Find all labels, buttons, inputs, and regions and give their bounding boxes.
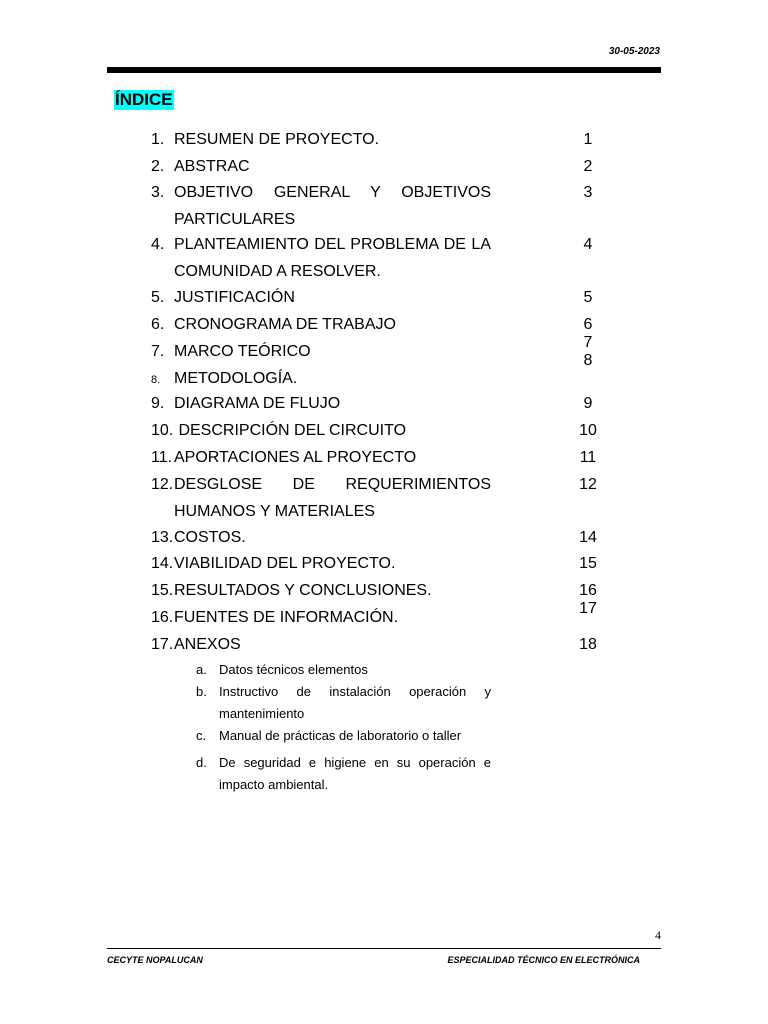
annex-subitem-letter: d. xyxy=(196,755,207,770)
toc-entry xyxy=(0,334,768,365)
annex-subitem-letter: a. xyxy=(196,662,207,677)
annex-subitem-text: Manual de prácticas de laboratorio o taller xyxy=(219,728,462,743)
header-date: 30-05-2023 xyxy=(608,46,660,57)
toc-entry-page: 14 xyxy=(579,529,597,546)
toc-entry-page: 15 xyxy=(579,555,597,572)
toc-entry-number: 1. xyxy=(151,131,165,148)
toc-entry-number: 5. xyxy=(151,289,165,306)
annex-subitem-text: mantenimiento xyxy=(219,706,305,721)
toc-entry xyxy=(0,352,768,392)
toc-entry-page: 16 xyxy=(579,582,597,599)
toc-entry-number: 12. xyxy=(151,476,174,493)
toc-entry xyxy=(0,231,768,285)
toc-entry-label: DIAGRAMA DE FLUJO xyxy=(174,395,341,412)
toc-entry-label: PARTICULARES xyxy=(174,211,296,228)
toc-entry-number: 3. xyxy=(151,184,165,201)
toc-entry-label: CRONOGRAMA DE TRABAJO xyxy=(174,316,396,333)
toc-entry-page: 17 xyxy=(579,600,597,617)
toc-entry-page: 9 xyxy=(583,395,593,412)
toc-entry-page: 8 xyxy=(583,352,593,369)
toc-entry-number: 6. xyxy=(151,316,165,333)
toc-entry-label: COSTOS. xyxy=(174,529,246,546)
footer-rule xyxy=(107,948,661,949)
annex-subitem xyxy=(0,725,768,747)
toc-entry-page: 6 xyxy=(583,316,593,333)
footer-institution: CECYTE NOPALUCAN xyxy=(107,955,203,965)
annex-subitem-text: De seguridad e higiene en su operación e xyxy=(219,755,491,770)
annex-subitem-text: Datos técnicos elementos xyxy=(219,662,368,677)
toc-entry-page: 4 xyxy=(583,236,593,253)
toc-entry-label: MARCO TEÓRICO xyxy=(174,343,311,360)
toc-entry-number: 4. xyxy=(151,236,165,253)
toc-entry-page: 18 xyxy=(579,636,597,653)
toc-entry-number: 9. xyxy=(151,395,165,412)
annex-subitem-text: impacto ambiental. xyxy=(219,777,329,792)
toc-entry-page: 2 xyxy=(583,158,593,175)
toc-entry-number: 8. xyxy=(151,374,161,386)
toc-entry-number: 16. xyxy=(151,609,174,626)
toc-entry-page: 3 xyxy=(583,184,593,201)
toc-entry xyxy=(0,390,768,417)
toc-entry xyxy=(0,179,768,233)
toc-entry-label: METODOLOGÍA. xyxy=(174,370,298,387)
toc-entry-page: 10 xyxy=(579,422,597,439)
toc-entry-label: APORTACIONES AL PROYECTO xyxy=(174,449,417,466)
toc-entry-label: DESGLOSE DE REQUERIMIENTOS xyxy=(174,476,491,493)
annex-subitem-text: Instructivo de instalación operación y xyxy=(219,684,491,699)
toc-entry-number: 2. xyxy=(151,158,165,175)
footer-specialty: ESPECIALIDAD TÉCNICO EN ELECTRÓNICA xyxy=(447,955,640,965)
toc-entry-number: 11. xyxy=(151,449,173,466)
toc-entry-page: 12 xyxy=(579,476,597,493)
toc-entry xyxy=(0,524,768,551)
toc-entry xyxy=(0,153,768,180)
page-number: 4 xyxy=(655,928,661,942)
toc-entry xyxy=(0,600,768,631)
annex-subitem xyxy=(0,752,768,796)
toc-entry-label: HUMANOS Y MATERIALES xyxy=(174,503,375,520)
toc-entry-label: ANEXOS xyxy=(174,636,241,653)
toc-entry-label: ABSTRAC xyxy=(174,158,250,175)
toc-entry-number: 10. xyxy=(151,422,174,439)
toc-entry-label: PLANTEAMIENTO DEL PROBLEMA DE LA xyxy=(174,236,491,253)
toc-entry-number: 14. xyxy=(151,555,174,572)
toc-entry xyxy=(0,284,768,311)
toc-entry xyxy=(0,550,768,577)
toc-entry-page: 1 xyxy=(583,131,593,148)
toc-entry-label: RESULTADOS Y CONCLUSIONES. xyxy=(174,582,432,599)
toc-entry-label: COMUNIDAD A RESOLVER. xyxy=(174,263,381,280)
toc-entry xyxy=(0,444,768,471)
toc-entry-number: 13. xyxy=(151,529,174,546)
toc-entry-number: 15. xyxy=(151,582,174,599)
annex-subitem xyxy=(0,681,768,725)
toc-entry xyxy=(0,471,768,525)
toc-entry-page: 11 xyxy=(579,449,597,466)
annex-subitem-letter: c. xyxy=(196,728,207,743)
toc-entry-number: 17. xyxy=(151,636,174,653)
toc-entry-label: RESUMEN DE PROYECTO. xyxy=(174,131,380,148)
annex-subitem xyxy=(0,659,768,681)
annex-subitem-letter: b. xyxy=(196,684,207,699)
toc-entry xyxy=(0,577,768,604)
toc-entry-label: DESCRIPCIÓN DEL CIRCUITO xyxy=(174,422,407,439)
toc-entry-page: 7 xyxy=(583,334,593,351)
toc-entry xyxy=(0,311,768,338)
toc-entry-label: VIABILIDAD DEL PROYECTO. xyxy=(174,555,396,572)
toc-entry xyxy=(0,631,768,658)
toc-entry-label: OBJETIVO GENERAL Y OBJETIVOS xyxy=(174,184,491,201)
toc-entry-label: JUSTIFICACIÓN xyxy=(174,289,295,306)
toc-entry xyxy=(0,126,768,153)
toc-entry xyxy=(0,417,768,444)
toc-entry-label: FUENTES DE INFORMACIÓN. xyxy=(174,609,399,626)
page-title: ÍNDICE xyxy=(115,90,173,109)
toc-entry-number: 7. xyxy=(151,343,165,360)
toc-entry-page: 5 xyxy=(583,289,593,306)
